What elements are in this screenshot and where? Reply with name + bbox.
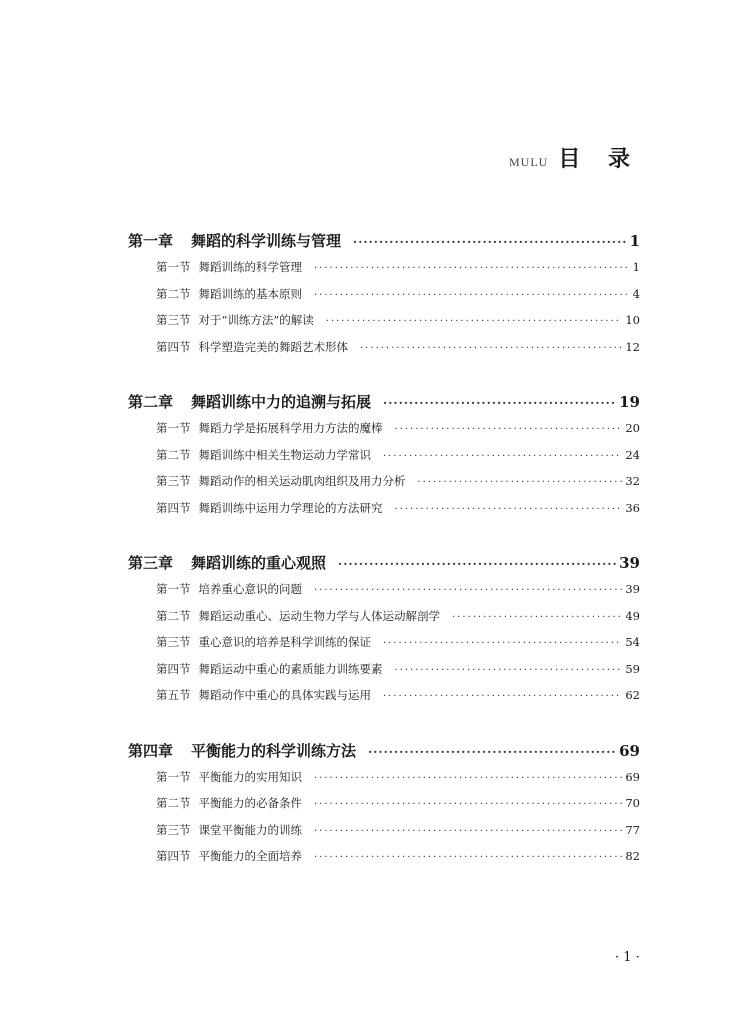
section-title: 舞蹈力学是拓展科学用力方法的魔棒 (198, 421, 383, 435)
section-page: 1 (632, 260, 640, 274)
dot-leader (452, 612, 622, 623)
dot-leader (418, 477, 623, 488)
section-entry[interactable] (128, 795, 640, 822)
dot-leader (314, 773, 622, 784)
section-title: 舞蹈动作中重心的具体实践与运用 (198, 688, 371, 702)
section-number: 第四节 (156, 661, 191, 676)
section-title: 培养重心意识的问题 (198, 582, 302, 596)
chapter-block (128, 230, 640, 365)
section-entry[interactable] (128, 473, 640, 500)
chapter-entry[interactable] (128, 552, 640, 578)
chapter-number: 第四章 (128, 741, 174, 760)
section-entry[interactable] (128, 848, 640, 875)
dot-leader (353, 235, 627, 249)
chapter-number: 第三章 (128, 554, 174, 572)
section-entry[interactable] (128, 661, 640, 688)
section-number: 第一节 (156, 769, 191, 784)
section-title: 舞蹈训练中相关生物运动力学常识 (198, 447, 371, 462)
chapter-entry[interactable] (128, 740, 640, 766)
chapter-entry[interactable] (128, 391, 640, 417)
section-number: 第三节 (156, 635, 191, 649)
section-page: 69 (625, 769, 640, 784)
dot-leader (395, 665, 623, 676)
section-page: 59 (625, 661, 640, 676)
section-title: 舞蹈运动重心、运动生物力学与人体运动解剖学 (198, 608, 440, 623)
section-entry[interactable] (128, 581, 640, 608)
dot-leader (383, 396, 616, 410)
dot-leader (314, 585, 622, 596)
section-page: 49 (625, 608, 640, 623)
section-entry[interactable] (128, 259, 640, 286)
section-number: 第四节 (156, 849, 191, 863)
section-title: 课堂平衡能力的训练 (198, 822, 302, 837)
page-title: 目 录 (558, 146, 640, 172)
section-entry[interactable] (128, 312, 640, 339)
section-entry[interactable] (128, 822, 640, 849)
dot-leader (368, 745, 616, 759)
header-pinyin: MULU (508, 155, 549, 169)
section-title: 重心意识的培养是科学训练的保证 (198, 635, 371, 649)
section-number: 第二节 (156, 447, 191, 462)
section-page: 36 (625, 500, 640, 515)
section-number: 第二节 (156, 286, 191, 301)
section-number: 第四节 (156, 339, 191, 354)
section-number: 第二节 (156, 796, 191, 810)
section-title: 对于“训练方法”的解读 (198, 313, 314, 327)
section-entry[interactable] (128, 500, 640, 527)
chapter-number: 第一章 (128, 232, 174, 250)
section-page: 32 (625, 474, 640, 488)
section-page: 4 (632, 286, 640, 301)
section-number: 第五节 (156, 688, 191, 702)
chapter-block (128, 740, 640, 875)
dot-leader (383, 638, 622, 649)
section-number: 第三节 (156, 474, 191, 488)
section-page: 82 (625, 849, 640, 863)
section-title: 舞蹈训练的科学管理 (198, 260, 302, 274)
dot-leader (314, 290, 630, 301)
section-entry[interactable] (128, 286, 640, 313)
dot-leader (383, 451, 622, 462)
section-entry[interactable] (128, 634, 640, 661)
chapter-block (128, 552, 640, 714)
dot-leader (314, 263, 630, 274)
chapter-block (128, 391, 640, 526)
section-page: 62 (625, 688, 640, 702)
toc-header (509, 142, 640, 173)
chapter-number: 第二章 (128, 393, 174, 411)
section-number: 第四节 (156, 500, 191, 515)
section-number: 第三节 (156, 822, 191, 837)
page-number: · 1 · (615, 950, 640, 965)
section-number: 第一节 (156, 421, 191, 435)
section-title: 平衡能力的全面培养 (198, 849, 302, 863)
dot-leader (326, 316, 623, 327)
chapter-title: 舞蹈训练的重心观照 (191, 554, 327, 572)
section-page: 10 (625, 313, 640, 327)
section-page: 39 (625, 582, 640, 596)
section-number: 第一节 (156, 582, 191, 596)
section-title: 舞蹈训练的基本原则 (198, 286, 302, 301)
dot-leader (314, 852, 622, 863)
section-number: 第三节 (156, 313, 191, 327)
chapter-page: 1 (629, 232, 640, 250)
section-number: 第一节 (156, 260, 191, 274)
section-title: 舞蹈动作的相关运动肌肉组织及用力分析 (198, 474, 406, 488)
dot-leader (395, 424, 623, 435)
chapter-title: 舞蹈的科学训练与管理 (191, 232, 342, 250)
section-entry[interactable] (128, 339, 640, 366)
section-title: 科学塑造完美的舞蹈艺术形体 (198, 339, 348, 354)
section-page: 54 (625, 635, 640, 649)
section-title: 平衡能力的必备条件 (198, 796, 302, 810)
dot-leader (338, 557, 616, 571)
section-page: 24 (625, 447, 640, 462)
chapter-page: 69 (619, 741, 640, 760)
section-page: 12 (625, 339, 640, 354)
chapter-page: 19 (619, 393, 640, 411)
section-entry[interactable] (128, 420, 640, 447)
section-title: 舞蹈训练中运用力学理论的方法研究 (198, 500, 383, 515)
section-number: 第二节 (156, 608, 191, 623)
dot-leader (395, 504, 623, 515)
section-title: 平衡能力的实用知识 (198, 769, 302, 784)
dot-leader (360, 343, 622, 354)
section-page: 77 (625, 822, 640, 837)
section-entry[interactable] (128, 608, 640, 635)
dot-leader (314, 799, 622, 810)
section-page: 70 (625, 796, 640, 810)
chapter-page: 39 (619, 554, 640, 572)
section-entry[interactable] (128, 687, 640, 714)
section-page: 20 (625, 421, 640, 435)
section-entry[interactable] (128, 447, 640, 474)
chapter-title: 舞蹈训练中力的追溯与拓展 (191, 393, 372, 411)
chapter-entry[interactable] (128, 230, 640, 256)
chapter-title: 平衡能力的科学训练方法 (191, 741, 357, 760)
dot-leader (314, 826, 622, 837)
table-of-contents (128, 230, 640, 901)
dot-leader (383, 691, 622, 702)
section-entry[interactable] (128, 769, 640, 796)
section-title: 舞蹈运动中重心的素质能力训练要素 (198, 661, 383, 676)
